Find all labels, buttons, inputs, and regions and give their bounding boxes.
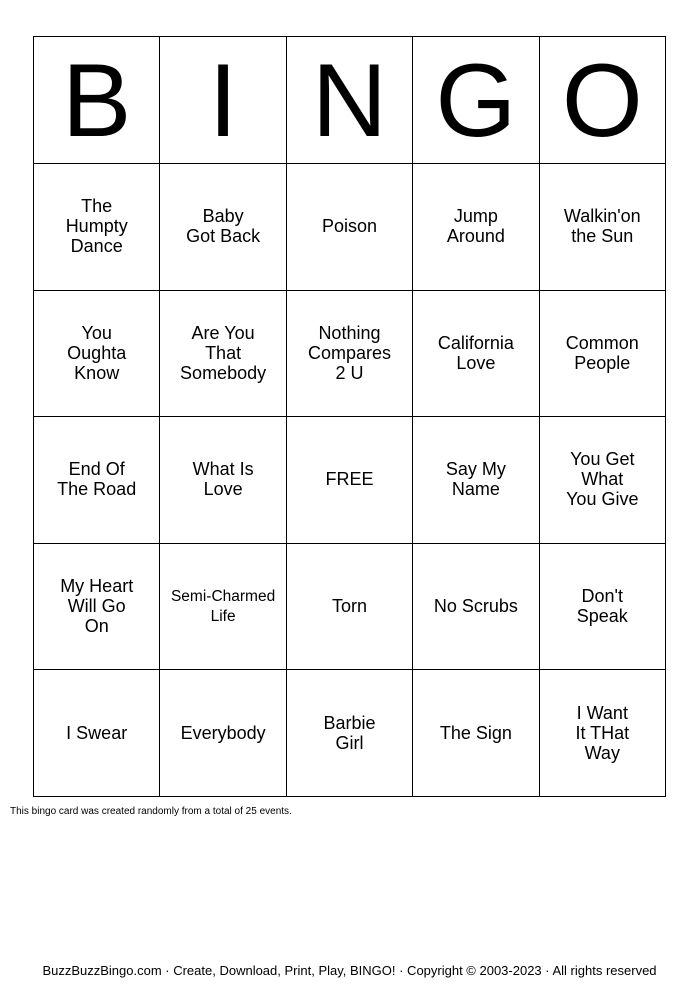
cell-text: Walkin'on the Sun (563, 206, 641, 247)
bingo-cell (539, 670, 665, 797)
bingo-cell (160, 290, 286, 417)
cell-text: What Is Love (192, 459, 254, 500)
bingo-cell (413, 164, 539, 291)
bingo-cell (160, 670, 286, 797)
bingo-row (34, 543, 666, 670)
cell-text: End Of The Road (57, 459, 137, 500)
bingo-row (34, 164, 666, 291)
bingo-cell (34, 290, 160, 417)
bingo-cell (286, 670, 412, 797)
header-letter: N (311, 43, 388, 159)
bingo-cell (539, 164, 665, 291)
bingo-cell (160, 164, 286, 291)
bingo-cell (160, 417, 286, 544)
bingo-cell (539, 417, 665, 544)
header-letter: O (561, 43, 643, 159)
generation-note: This bingo card was created randomly from a total of 25 events. (10, 806, 292, 817)
bingo-cell (34, 670, 160, 797)
cell-text: Nothing Compares 2 U (307, 322, 391, 383)
cell-text: Don't Speak (576, 586, 628, 627)
cell-text: Barbie Girl (323, 712, 376, 753)
bingo-header-row (34, 37, 666, 164)
cell-text: Everybody (180, 722, 266, 743)
cell-text: Jump Around (446, 206, 505, 247)
cell-text: You Get What You Give (566, 449, 639, 510)
bingo-cell (34, 164, 160, 291)
bingo-cell (413, 290, 539, 417)
bingo-cell (286, 543, 412, 670)
cell-text: The Sign (439, 722, 512, 743)
bingo-row (34, 417, 666, 544)
bingo-cell (413, 543, 539, 670)
cell-text: California Love (437, 332, 514, 373)
bingo-cell (539, 543, 665, 670)
bingo-cell (286, 164, 412, 291)
bingo-row (34, 290, 666, 417)
footer-copyright: BuzzBuzzBingo.com · Create, Download, Print, Play, BINGO! · Copyright © 2003-2023 · All rights reserved (42, 963, 657, 978)
cell-text: No Scrubs (433, 596, 518, 617)
cell-text: I Swear (66, 722, 128, 743)
free-cell-text: FREE (325, 469, 374, 490)
cell-text: Are You That Somebody (180, 322, 267, 383)
bingo-cell (539, 290, 665, 417)
header-letter: B (62, 43, 132, 159)
cell-text: Semi-Charmed Life (170, 587, 276, 625)
bingo-card (33, 36, 666, 797)
bingo-cell (34, 543, 160, 670)
cell-text: Torn (331, 596, 367, 617)
cell-text: My Heart Will Go On (60, 576, 134, 637)
bingo-cell (413, 670, 539, 797)
header-cell-n (286, 37, 412, 164)
cell-text: Say My Name (445, 459, 506, 500)
bingo-cell (413, 417, 539, 544)
cell-text: Common People (565, 332, 639, 373)
header-cell-b (34, 37, 160, 164)
cell-text: Baby Got Back (186, 206, 261, 247)
header-cell-i (160, 37, 286, 164)
bingo-cell (286, 290, 412, 417)
cell-text: You Oughta Know (67, 322, 127, 383)
bingo-cell (34, 417, 160, 544)
cell-text: I Want It THat Way (575, 702, 630, 763)
header-letter: G (435, 43, 517, 159)
header-cell-g (413, 37, 539, 164)
free-cell (286, 417, 412, 544)
header-cell-o (539, 37, 665, 164)
cell-text: Poison (321, 216, 377, 237)
cell-text: The Humpty Dance (65, 196, 128, 257)
bingo-cell (160, 543, 286, 670)
header-letter: I (208, 43, 238, 159)
bingo-row (34, 670, 666, 797)
